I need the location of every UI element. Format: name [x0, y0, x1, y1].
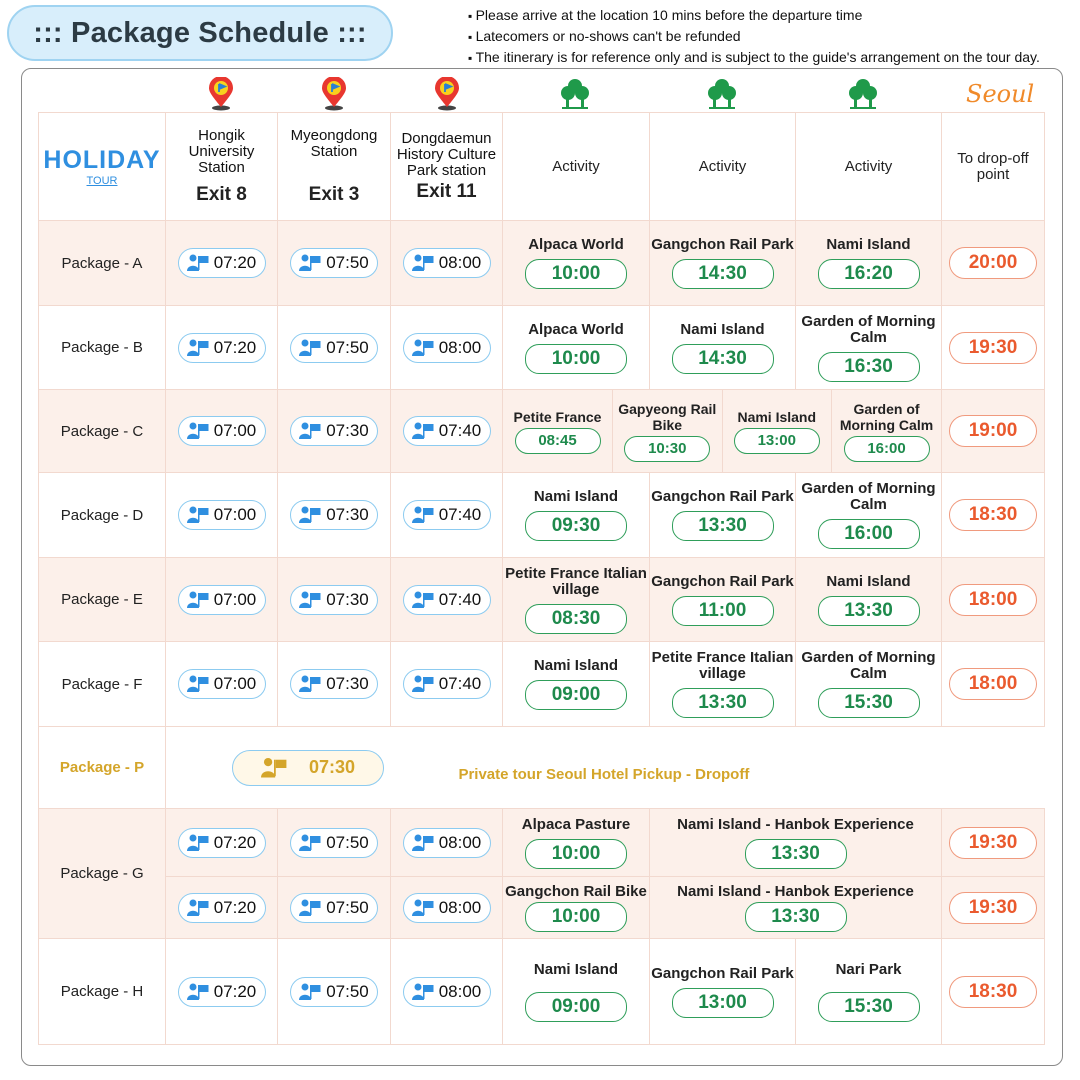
table-cell — [391, 221, 503, 306]
pickup-time-pill — [178, 977, 266, 1007]
activity-name: Garden of Morning Calm — [801, 480, 936, 513]
guide-flag-icon — [187, 899, 209, 917]
pickup-time: 07:00 — [213, 505, 257, 524]
guide-flag-icon — [299, 339, 321, 357]
table-cell — [942, 642, 1045, 727]
activity-header: Activity — [650, 113, 796, 221]
activity-time: 13:00 — [734, 428, 820, 454]
table-cell — [166, 390, 278, 473]
station-exit: Exit 11 — [416, 180, 477, 202]
activity-name: Gangchon Rail Park — [651, 964, 794, 982]
activity-time: 13:30 — [672, 688, 774, 718]
table-cell — [278, 221, 391, 306]
dropoff-time: 19:30 — [949, 332, 1037, 364]
pickup-time: 07:50 — [326, 897, 369, 917]
table-cell — [796, 642, 942, 727]
pickup-time: 08:00 — [438, 981, 482, 1001]
package-c-activities — [503, 390, 941, 472]
table-cell — [722, 390, 832, 472]
pickup-time-pill — [403, 416, 491, 446]
pickup-time: 08:00 — [438, 897, 482, 917]
package-label: Package - G — [39, 809, 166, 939]
pickup-time-pill — [290, 893, 378, 923]
activity-name: Nami Island — [533, 657, 619, 674]
package-label: Package - H — [39, 939, 166, 1045]
activity-time: 09:00 — [525, 992, 627, 1022]
activity-name: Nami Island — [737, 408, 817, 425]
pickup-time: 07:40 — [438, 421, 482, 440]
guide-flag-icon — [299, 422, 321, 440]
activity-name: Nami Island — [826, 236, 911, 253]
guide-flag-icon — [412, 506, 434, 524]
pickup-time: 07:30 — [326, 674, 369, 693]
pickup-time-pill — [178, 333, 266, 363]
activity-time: 13:30 — [818, 596, 920, 626]
notice-item: ▪ The itinerary is for reference only and is subject to the guide's arrangement on the tour day. — [468, 47, 1040, 68]
package-row-h — [39, 939, 1045, 1045]
guide-flag-icon — [412, 899, 434, 917]
activity-name: Gangchon Rail Park — [651, 236, 794, 253]
activity-time: 14:30 — [672, 259, 774, 289]
table-cell — [166, 473, 278, 558]
notice-item: ▪ Please arrive at the location 10 mins before the departure time — [468, 5, 1040, 26]
private-pickup-time: 07:30 — [308, 757, 356, 777]
station-header — [278, 113, 391, 221]
table-cell — [278, 809, 391, 877]
activity-time: 16:20 — [818, 259, 920, 289]
package-row-g1 — [39, 809, 1045, 877]
pickup-time: 07:20 — [213, 253, 257, 272]
pickup-time: 07:20 — [213, 981, 257, 1001]
activity-name: Gangchon Rail Park — [651, 572, 794, 590]
dropoff-time: 18:30 — [949, 499, 1037, 531]
pickup-time: 07:40 — [438, 589, 482, 609]
pickup-time: 07:20 — [213, 337, 257, 357]
table-cell — [278, 306, 391, 390]
pickup-time: 08:00 — [438, 253, 482, 272]
pickup-time-pill — [403, 669, 491, 699]
table-cell — [278, 939, 391, 1045]
station-exit: Exit 8 — [196, 183, 247, 205]
table-cell — [942, 306, 1045, 390]
activity-time: 13:30 — [672, 511, 774, 541]
activity-name: Gangchon Rail Park — [651, 488, 794, 505]
station-exit: Exit 3 — [308, 183, 360, 205]
activity-time: 10:00 — [525, 902, 627, 932]
package-row-p — [39, 727, 1045, 809]
activity-time: 10:00 — [525, 344, 627, 374]
table-cell — [503, 390, 613, 472]
location-pin-icon — [203, 76, 239, 112]
pickup-time-pill — [290, 500, 378, 530]
table-cell — [278, 473, 391, 558]
table-cell — [166, 558, 278, 642]
activity-time: 09:30 — [525, 511, 627, 541]
pickup-time: 07:20 — [213, 897, 257, 917]
guide-flag-icon — [187, 422, 209, 440]
pickup-time: 07:50 — [326, 337, 369, 357]
table-cell — [942, 809, 1045, 877]
dropoff-time: 19:30 — [949, 827, 1037, 859]
table-cell — [650, 877, 942, 939]
activity-name: Gangchon Rail Bike — [505, 882, 647, 900]
table-cell — [503, 877, 650, 939]
table-cell — [166, 221, 278, 306]
table-cell — [942, 221, 1045, 306]
pickup-time-pill — [403, 333, 491, 363]
dropoff-time: 19:30 — [949, 892, 1037, 924]
guide-flag-icon — [412, 834, 434, 852]
guide-flag-icon — [299, 591, 321, 609]
pickup-time: 07:30 — [326, 589, 369, 609]
activity-time: 15:30 — [818, 688, 920, 718]
activity-time: 16:00 — [844, 436, 930, 462]
pickup-time-pill — [290, 248, 378, 278]
activity-time: 13:30 — [745, 839, 847, 869]
pickup-time: 07:30 — [326, 421, 369, 440]
table-cell — [796, 473, 942, 558]
table-cell — [391, 306, 503, 390]
table-cell — [503, 390, 942, 473]
guide-flag-icon — [261, 757, 287, 779]
pickup-time-pill — [290, 828, 378, 858]
pickup-time: 07:40 — [438, 505, 482, 524]
page-title: ::: Package Schedule ::: — [7, 5, 393, 61]
table-cell — [942, 390, 1045, 473]
pickup-time-pill — [290, 416, 378, 446]
pickup-time-pill — [290, 585, 378, 615]
activity-name: Gapyeong Rail Bike — [618, 400, 717, 433]
activity-name: Nami Island — [533, 960, 619, 978]
pickup-time: 07:00 — [213, 421, 257, 440]
table-cell — [942, 558, 1045, 642]
table-cell — [650, 558, 796, 642]
pickup-time-pill — [403, 500, 491, 530]
table-cell — [503, 809, 650, 877]
table-cell — [796, 306, 942, 390]
package-label: Package - D — [39, 473, 166, 558]
guide-flag-icon — [299, 675, 321, 693]
pickup-time: 07:30 — [326, 505, 369, 524]
table-cell — [650, 939, 796, 1045]
table-cell — [391, 939, 503, 1045]
activity-time: 14:30 — [672, 344, 774, 374]
guide-flag-icon — [299, 254, 321, 272]
guide-flag-icon — [187, 983, 209, 1001]
pickup-time-pill — [403, 248, 491, 278]
guide-flag-icon — [187, 339, 209, 357]
dropoff-time: 20:00 — [949, 247, 1037, 279]
table-cell — [166, 877, 278, 939]
station-name: Dongdaemun History Culture Park station — [396, 129, 497, 179]
guide-flag-icon — [187, 254, 209, 272]
pickup-time-pill — [178, 828, 266, 858]
location-pin-icon — [316, 76, 352, 112]
table-cell — [832, 390, 942, 472]
pickup-time: 07:00 — [213, 589, 257, 609]
activity-name: Petite France Italian village — [651, 649, 794, 682]
tree-icon — [845, 76, 881, 112]
table-cell — [650, 473, 796, 558]
table-cell — [166, 939, 278, 1045]
activity-name: Petite France — [513, 408, 602, 425]
activity-time: 16:30 — [818, 352, 920, 382]
activity-name: Petite France Italian village — [505, 564, 647, 598]
package-label: Package - A — [39, 221, 166, 306]
table-cell — [796, 939, 942, 1045]
guide-flag-icon — [187, 834, 209, 852]
table-cell — [650, 809, 942, 877]
dropoff-time: 18:30 — [949, 976, 1037, 1008]
guide-flag-icon — [187, 675, 209, 693]
pickup-time-pill — [403, 977, 491, 1007]
activity-name: Alpaca World — [528, 320, 624, 338]
guide-flag-icon — [412, 675, 434, 693]
table-cell — [503, 939, 650, 1045]
table-cell — [278, 390, 391, 473]
activity-name: Nami Island — [533, 488, 619, 505]
activity-name: Garden of Morning Calm — [801, 649, 936, 682]
dropoff-header: To drop-off point — [942, 113, 1045, 221]
holiday-tour-logo: HOLIDAY TOUR — [39, 113, 166, 221]
activity-time: 15:30 — [818, 992, 920, 1022]
activity-name: Garden of Morning Calm — [801, 312, 936, 346]
pickup-time-pill — [178, 248, 266, 278]
table-cell — [503, 306, 650, 390]
table-cell — [503, 221, 650, 306]
schedule-table — [38, 112, 1045, 1045]
guide-flag-icon — [187, 591, 209, 609]
package-row-e — [39, 558, 1045, 642]
header-row — [39, 113, 1045, 221]
activity-name: Nami Island — [680, 320, 765, 338]
package-row-g2 — [39, 877, 1045, 939]
table-cell — [278, 642, 391, 727]
station-header — [166, 113, 278, 221]
table-cell — [166, 809, 278, 877]
table-cell — [650, 221, 796, 306]
station-name: Myeongdong Station — [290, 126, 378, 160]
table-cell — [391, 473, 503, 558]
pickup-time-pill — [290, 977, 378, 1007]
activity-name: Alpaca World — [528, 236, 624, 253]
guide-flag-icon — [299, 899, 321, 917]
pickup-time-pill — [290, 333, 378, 363]
guide-flag-icon — [412, 422, 434, 440]
activity-time: 10:30 — [624, 436, 710, 462]
pickup-time: 08:00 — [438, 337, 482, 357]
activity-name: Nami Island - Hanbok Experience — [677, 882, 914, 900]
package-label: Package - F — [39, 642, 166, 727]
private-pickup-pill — [232, 750, 384, 786]
table-cell — [650, 306, 796, 390]
notice-item: ▪ Latecomers or no-shows can't be refunded — [468, 26, 1040, 47]
pickup-time: 07:00 — [213, 674, 257, 693]
package-row-d — [39, 473, 1045, 558]
activity-time: 11:00 — [672, 596, 774, 626]
station-header — [391, 113, 503, 221]
seoul-logo: Seoul — [966, 80, 1035, 108]
guide-flag-icon — [187, 506, 209, 524]
guide-flag-icon — [299, 983, 321, 1001]
table-cell — [278, 877, 391, 939]
table-cell — [503, 473, 650, 558]
tree-icon — [704, 76, 740, 112]
guide-flag-icon — [299, 834, 321, 852]
table-cell — [942, 877, 1045, 939]
table-cell — [391, 642, 503, 727]
dropoff-time: 18:00 — [949, 584, 1037, 616]
station-name: Hongik University Station — [188, 126, 255, 176]
package-row-c — [39, 390, 1045, 473]
pickup-time-pill — [178, 585, 266, 615]
activity-time: 13:30 — [745, 902, 847, 932]
dropoff-time: 18:00 — [949, 668, 1037, 700]
activity-time: 13:00 — [672, 988, 774, 1018]
pickup-time: 08:00 — [438, 832, 482, 852]
activity-name: Nari Park — [835, 960, 902, 978]
pickup-time: 07:20 — [213, 832, 257, 852]
pickup-time-pill — [178, 500, 266, 530]
activity-time: 10:00 — [525, 259, 627, 289]
guide-flag-icon — [412, 983, 434, 1001]
table-cell — [503, 642, 650, 727]
activity-name: Nami Island — [826, 572, 911, 590]
table-cell — [166, 642, 278, 727]
table-cell — [278, 558, 391, 642]
package-row-b — [39, 306, 1045, 390]
activity-time: 16:00 — [818, 519, 920, 549]
tree-icon — [557, 76, 593, 112]
table-cell — [503, 558, 650, 642]
table-cell — [942, 473, 1045, 558]
guide-flag-icon — [412, 591, 434, 609]
package-row-f — [39, 642, 1045, 727]
activity-time: 08:30 — [525, 604, 627, 634]
table-cell — [796, 221, 942, 306]
table-cell — [942, 939, 1045, 1045]
pickup-time: 07:50 — [326, 253, 369, 272]
location-pin-icon — [429, 76, 465, 112]
activity-name: Nami Island - Hanbok Experience — [677, 815, 914, 833]
table-cell — [391, 809, 503, 877]
guide-flag-icon — [412, 339, 434, 357]
activity-time: 09:00 — [525, 680, 627, 710]
pickup-time: 07:50 — [326, 981, 369, 1001]
table-cell — [796, 558, 942, 642]
table-cell — [391, 877, 503, 939]
table-cell — [650, 642, 796, 727]
notice-list — [468, 5, 1040, 68]
activity-header: Activity — [796, 113, 942, 221]
package-row-a — [39, 221, 1045, 306]
pickup-time-pill — [403, 585, 491, 615]
package-label: Package - C — [39, 390, 166, 473]
pickup-time: 07:50 — [326, 832, 369, 852]
table-cell — [166, 727, 1045, 809]
pickup-time-pill — [178, 416, 266, 446]
activity-name: Garden of Morning Calm — [839, 400, 934, 433]
table-cell — [166, 306, 278, 390]
pickup-time-pill — [403, 828, 491, 858]
table-cell — [391, 558, 503, 642]
private-tour-description: Private tour Seoul Hotel Pickup - Dropoff — [458, 765, 750, 783]
pickup-time-pill — [290, 669, 378, 699]
pickup-time: 07:40 — [438, 674, 482, 693]
pickup-time-pill — [403, 893, 491, 923]
activity-name: Alpaca Pasture — [521, 815, 631, 833]
activity-time: 10:00 — [525, 839, 627, 869]
package-label: Package - P — [39, 727, 166, 809]
activity-time: 08:45 — [515, 428, 601, 454]
pickup-time-pill — [178, 669, 266, 699]
package-label: Package - B — [39, 306, 166, 390]
pickup-time-pill — [178, 893, 266, 923]
activity-header: Activity — [503, 113, 650, 221]
table-cell — [613, 390, 723, 472]
table-cell — [391, 390, 503, 473]
dropoff-time: 19:00 — [949, 415, 1037, 447]
guide-flag-icon — [299, 506, 321, 524]
guide-flag-icon — [412, 254, 434, 272]
package-label: Package - E — [39, 558, 166, 642]
